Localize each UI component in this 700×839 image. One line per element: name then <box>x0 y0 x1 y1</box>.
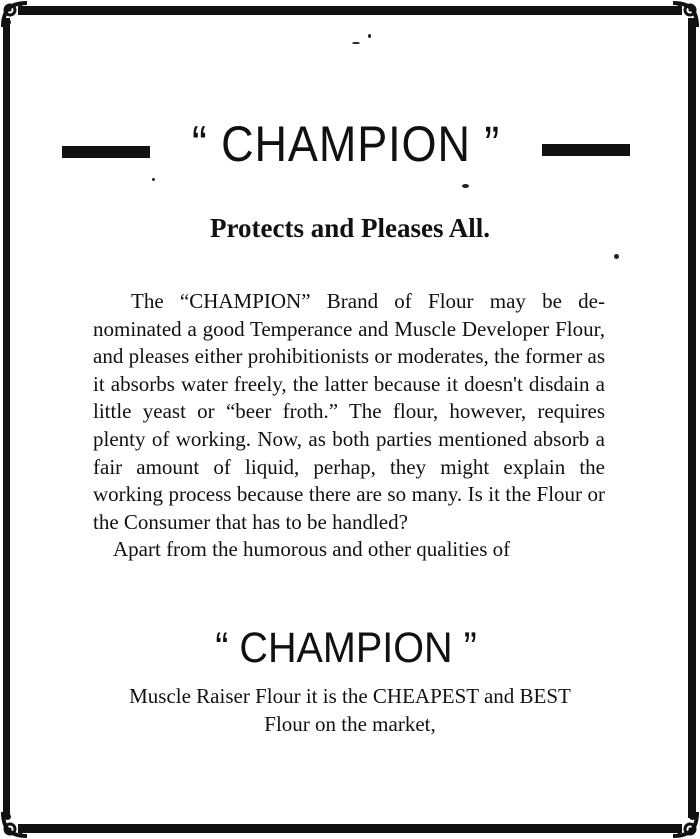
border-right <box>688 18 696 818</box>
corner-ornament-icon <box>670 0 700 30</box>
closing-line-2: Flour on the market, <box>264 712 436 736</box>
print-speck <box>462 184 469 188</box>
border-bottom <box>18 824 682 833</box>
headline-rule-left <box>62 146 150 158</box>
print-speck <box>152 178 155 181</box>
corner-ornament-icon <box>670 809 700 839</box>
headline-rule-right <box>542 144 630 156</box>
closing-line-1: Muscle Raiser Flour it is the CHEAPEST and BEST <box>129 684 571 708</box>
print-speck <box>368 34 371 38</box>
print-speck <box>614 254 619 259</box>
print-speck <box>352 42 360 44</box>
closing-text <box>80 682 620 738</box>
corner-ornament-icon <box>0 809 30 839</box>
body-copy <box>93 288 605 564</box>
border-top <box>18 6 682 15</box>
headline-repeat: “ CHAMPION ” <box>215 624 477 672</box>
body-paragraph: The “CHAMPION” Brand of Flour may be de-nominated a good Temperance and Muscle Developer Flour, and pleases either prohibitionists or moderates, the former as it absorbs water freely, the latter because it doesn't disdain a little yeast or “beer froth.” The flour, however, requires plenty of working. Now, as both parties mentioned absorb a fair amount of liquid, perhap, they might explain the working process because there are so many. Is it the Flour or the Consumer that has to be handled? <box>93 289 605 534</box>
border-left <box>3 18 10 818</box>
subtitle: Protects and Pleases All. <box>210 213 490 243</box>
lead-in-line: Apart from the humorous and other qualities of <box>113 537 511 562</box>
headline: “ CHAMPION ” <box>191 116 501 172</box>
corner-ornament-icon <box>0 0 30 30</box>
